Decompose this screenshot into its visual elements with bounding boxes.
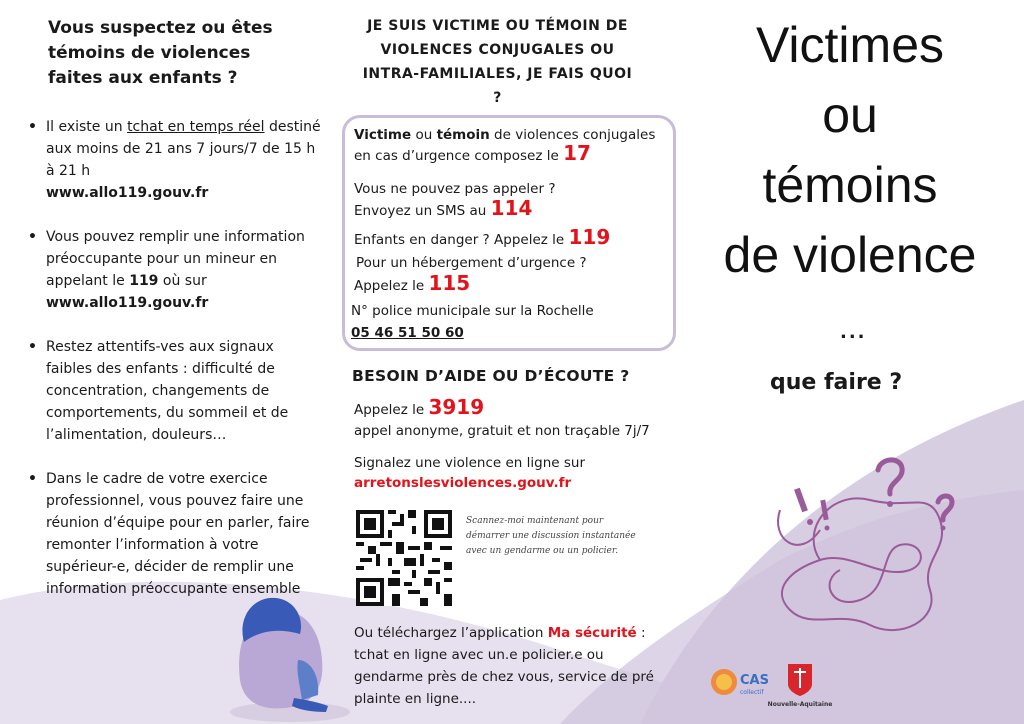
box-line-1-rest: de violences conjugales [489,127,656,143]
cas-logo [710,662,770,702]
sitting-person-illustration [210,590,340,720]
bullet-tchat [24,116,324,204]
cas-logo-subtext: collectif [740,689,764,696]
bullet-info-text: Vous pouvez remplir une information préoccupante pour un mineur en appelant le [46,229,305,289]
allo119-url[interactable]: www.allo119.gouv.fr [46,185,209,201]
title-line-4: de violence [723,227,977,283]
bullet-signaux: • Restez attentifs-ves aux signaux faibles des enfants : difficulté de concentration, changements de comportements, du sommeil et de l’alimentation, douleurs… [24,336,324,446]
urgence-text: en cas d’urgence composez le [354,148,564,164]
left-section-title: Vous suspectez ou êtes témoins de violences faites aux enfants ? [48,18,273,88]
sms-line-1: Vous ne pouvez pas appeler ? [354,181,556,197]
appelez-text: Appelez le [354,278,429,294]
middle-heading: JE SUIS VICTIME OU TÉMOIN DE VIOLENCES CONJUGALES OU INTRA-FAMILIALES, JE FAIS QUOI ? [362,18,633,106]
app-name-ma-securite[interactable]: Ma sécurité [547,625,637,641]
appelez-3919-text: Appelez le [354,402,429,418]
qr-code[interactable] [356,510,452,606]
title-line-3: témoins [762,157,938,213]
appelez-3919-line [354,395,485,419]
number-115[interactable]: 115 [428,271,471,295]
region-logo-text: Nouvelle-Aquitaine [767,701,833,708]
bullet-tchat-text-end: destiné aux moins de 21 ans 7 jours/7 de 15 h à 21 h [46,119,321,179]
number-119: 119 [129,273,159,289]
app-text: Ou téléchargez l’application [354,625,548,641]
cas-logo-text: CAS [740,673,769,688]
number-114[interactable]: 114 [490,196,533,220]
number-119-box[interactable]: 119 [568,225,611,249]
bullet-information [24,226,324,314]
police-number[interactable]: 05 46 51 50 60 [351,325,464,341]
enfants-line [354,225,611,249]
anonyme-line: appel anonyme, gratuit et non traçable 7j/7 [354,423,650,439]
enfants-text: Enfants en danger ? Appelez le [354,232,569,248]
number-3919[interactable]: 3919 [428,395,485,419]
signalement-site-link[interactable]: arretonslesviolences.gouv.fr [354,475,572,491]
appelez-115-line [354,271,471,295]
ou-text: ou [411,127,437,143]
sms-line-2 [354,196,533,220]
app-line-3: gendarme près de chez vous, service de pré [354,669,654,685]
app-line-2: tchat en ligne avec un.e policier.e ou [354,647,604,663]
app-text-end: : [636,625,646,641]
number-17[interactable]: 17 [563,141,591,165]
question-marks-illustration [760,450,980,650]
hebergement-line: Pour un hébergement d’urgence ? [356,255,587,271]
signalez-line: Signalez une violence en ligne sur [354,455,586,471]
temoin-label: témoin [436,127,490,143]
box-line-1 [354,126,655,144]
police-line: N° police municipale sur la Rochelle [351,303,594,319]
bullet-info-mid: où sur [158,273,207,289]
que-faire-subtitle: que faire ? [770,370,903,395]
left-bullet-list [24,116,324,622]
allo119-url-2[interactable]: www.allo119.gouv.fr [46,295,209,311]
title-line-1: Victimes [755,17,944,73]
partner-logos [710,660,833,710]
bullet-tchat-text: Il existe un [46,119,128,135]
qr-caption: Scannez-moi maintenant pour démarrer une discussion instantanée avec un gendarme ou un policier. [466,516,636,556]
sms-text: Envoyez un SMS au [354,203,491,219]
victime-label: Victime [354,127,412,143]
bullet-professionnel: • Dans le cadre de votre exercice professionnel, vous pouvez faire une réunion d’équipe pour en parler, faire remonter l’information à votre supérieur-e, décider de remplir une information préoccupante ensemble [24,468,324,600]
box-line-2 [354,141,591,165]
app-line-1 [354,624,646,642]
tchat-link[interactable]: tchat en temps réel [127,119,265,135]
main-title [700,10,1000,290]
title-ellipsis: ... [840,322,867,343]
title-line-2: ou [822,87,878,143]
nouvelle-aquitaine-logo [767,660,833,710]
app-line-4: plainte en ligne.... [354,691,477,707]
help-section-title: BESOIN D’AIDE OU D’ÉCOUTE ? [352,367,630,385]
